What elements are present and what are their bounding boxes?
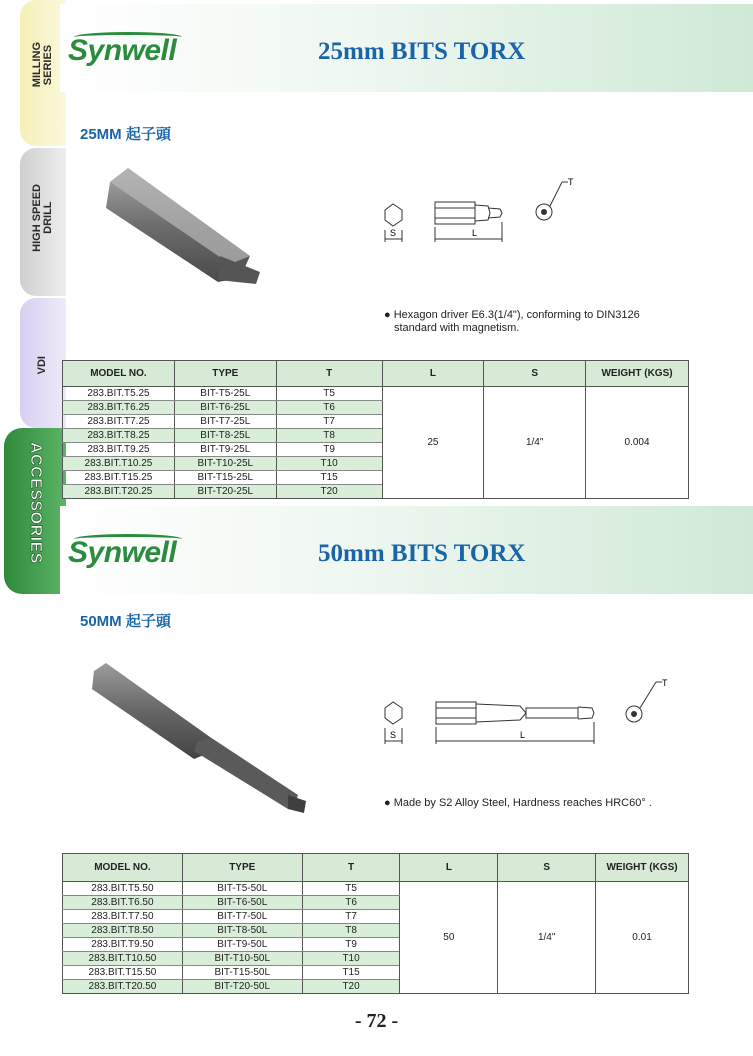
model-cell: 283.BIT.T9.50 xyxy=(63,938,183,952)
side-tab-label: ACCESSORIES xyxy=(27,442,44,564)
spec-table-50mm xyxy=(62,853,689,994)
model-cell: 283.BIT.T9.25 xyxy=(63,443,175,457)
type-cell: BIT-T10-50L xyxy=(182,952,302,966)
model-cell: 283.BIT.T6.25 xyxy=(63,401,175,415)
model-cell: 283.BIT.T7.25 xyxy=(63,415,175,429)
side-tab-vdi[interactable] xyxy=(20,298,66,428)
t-cell: T5 xyxy=(276,387,382,401)
section-title: 25mm BITS TORX xyxy=(318,38,526,65)
type-cell: BIT-T6-50L xyxy=(182,896,302,910)
t-cell: T15 xyxy=(302,966,400,980)
model-cell: 283.BIT.T10.50 xyxy=(63,952,183,966)
page-number: - 72 - xyxy=(354,1010,399,1032)
t-cell: T5 xyxy=(302,882,400,896)
t-cell: T6 xyxy=(276,401,382,415)
l-cell: 50 xyxy=(400,882,498,994)
type-cell: BIT-T8-50L xyxy=(182,924,302,938)
model-cell: 283.BIT.T5.50 xyxy=(63,882,183,896)
section-header-25mm xyxy=(60,4,753,92)
note-line: standard with magnetism. xyxy=(394,322,520,334)
section-subtitle: 50MM 起子頭 xyxy=(80,613,171,630)
model-cell: 283.BIT.T20.25 xyxy=(63,485,175,499)
section-title: 50mm BITS TORX xyxy=(318,540,526,567)
type-cell: BIT-T9-50L xyxy=(182,938,302,952)
synwell-logo: Synwell xyxy=(68,536,176,570)
diagram-t-label: T xyxy=(568,177,574,187)
diagram-s-label: S xyxy=(390,228,397,238)
column-header: T xyxy=(276,361,382,387)
diagram-s-label: S xyxy=(390,730,397,740)
t-cell: T10 xyxy=(302,952,400,966)
t-cell: T7 xyxy=(276,415,382,429)
spec-note xyxy=(384,797,652,810)
s-cell: 1/4" xyxy=(484,387,586,499)
type-cell: BIT-T15-50L xyxy=(182,966,302,980)
model-cell: 283.BIT.T15.50 xyxy=(63,966,183,980)
column-header: WEIGHT (KGS) xyxy=(596,854,689,882)
type-cell: BIT-T5-25L xyxy=(174,387,276,401)
side-tab-label: VDI xyxy=(36,356,48,375)
section-subtitle: 25MM 起子頭 xyxy=(80,126,171,143)
column-header: L xyxy=(382,361,484,387)
t-cell: T20 xyxy=(302,980,400,994)
weight-cell: 0.004 xyxy=(586,387,689,499)
column-header: S xyxy=(484,361,586,387)
spec-note xyxy=(384,309,640,335)
model-cell: 283.BIT.T8.50 xyxy=(63,924,183,938)
table-row xyxy=(63,387,689,401)
side-tab-label: MILLING SERIES xyxy=(31,42,54,88)
column-header: WEIGHT (KGS) xyxy=(586,361,689,387)
section-header-50mm xyxy=(60,506,753,594)
t-cell: T7 xyxy=(302,910,400,924)
diagram-t-label: T xyxy=(662,678,668,688)
column-header: MODEL NO. xyxy=(63,361,175,387)
model-cell: 283.BIT.T8.25 xyxy=(63,429,175,443)
diagram-l-label: L xyxy=(520,730,526,740)
dimension-diagram-50mm xyxy=(380,672,680,752)
table-row xyxy=(63,882,689,896)
column-header: TYPE xyxy=(174,361,276,387)
t-cell: T8 xyxy=(302,924,400,938)
note-line: ● Hexagon driver E6.3(1/4"), conforming to DIN3126 xyxy=(384,309,640,321)
synwell-logo: Synwell xyxy=(68,34,176,68)
t-cell: T20 xyxy=(276,485,382,499)
type-cell: BIT-T10-25L xyxy=(174,457,276,471)
t-cell: T15 xyxy=(276,471,382,485)
column-header: T xyxy=(302,854,400,882)
note-line: ● Made by S2 Alloy Steel, Hardness reaches HRC60° . xyxy=(384,797,652,809)
side-tab-high-speed-drill[interactable] xyxy=(20,148,66,296)
model-cell: 283.BIT.T5.25 xyxy=(63,387,175,401)
type-cell: BIT-T20-25L xyxy=(174,485,276,499)
type-cell: BIT-T5-50L xyxy=(182,882,302,896)
type-cell: BIT-T8-25L xyxy=(174,429,276,443)
t-cell: T9 xyxy=(302,938,400,952)
type-cell: BIT-T6-25L xyxy=(174,401,276,415)
side-tab-accessories[interactable] xyxy=(4,428,66,594)
t-cell: T10 xyxy=(276,457,382,471)
t-cell: T8 xyxy=(276,429,382,443)
torx-bit-25mm-image xyxy=(100,160,270,290)
type-cell: BIT-T9-25L xyxy=(174,443,276,457)
spec-table-25mm xyxy=(62,360,689,499)
model-cell: 283.BIT.T10.25 xyxy=(63,457,175,471)
weight-cell: 0.01 xyxy=(596,882,689,994)
l-cell: 25 xyxy=(382,387,484,499)
model-cell: 283.BIT.T15.25 xyxy=(63,471,175,485)
type-cell: BIT-T7-50L xyxy=(182,910,302,924)
column-header: TYPE xyxy=(182,854,302,882)
type-cell: BIT-T20-50L xyxy=(182,980,302,994)
dimension-diagram-25mm xyxy=(380,172,580,247)
model-cell: 283.BIT.T7.50 xyxy=(63,910,183,924)
column-header: S xyxy=(498,854,596,882)
column-header: MODEL NO. xyxy=(63,854,183,882)
s-cell: 1/4" xyxy=(498,882,596,994)
model-cell: 283.BIT.T6.50 xyxy=(63,896,183,910)
t-cell: T9 xyxy=(276,443,382,457)
t-cell: T6 xyxy=(302,896,400,910)
torx-bit-50mm-image xyxy=(90,655,320,820)
model-cell: 283.BIT.T20.50 xyxy=(63,980,183,994)
side-tab-label: HIGH SPEED DRILL xyxy=(31,184,54,252)
type-cell: BIT-T15-25L xyxy=(174,471,276,485)
diagram-l-label: L xyxy=(472,228,478,238)
column-header: L xyxy=(400,854,498,882)
type-cell: BIT-T7-25L xyxy=(174,415,276,429)
